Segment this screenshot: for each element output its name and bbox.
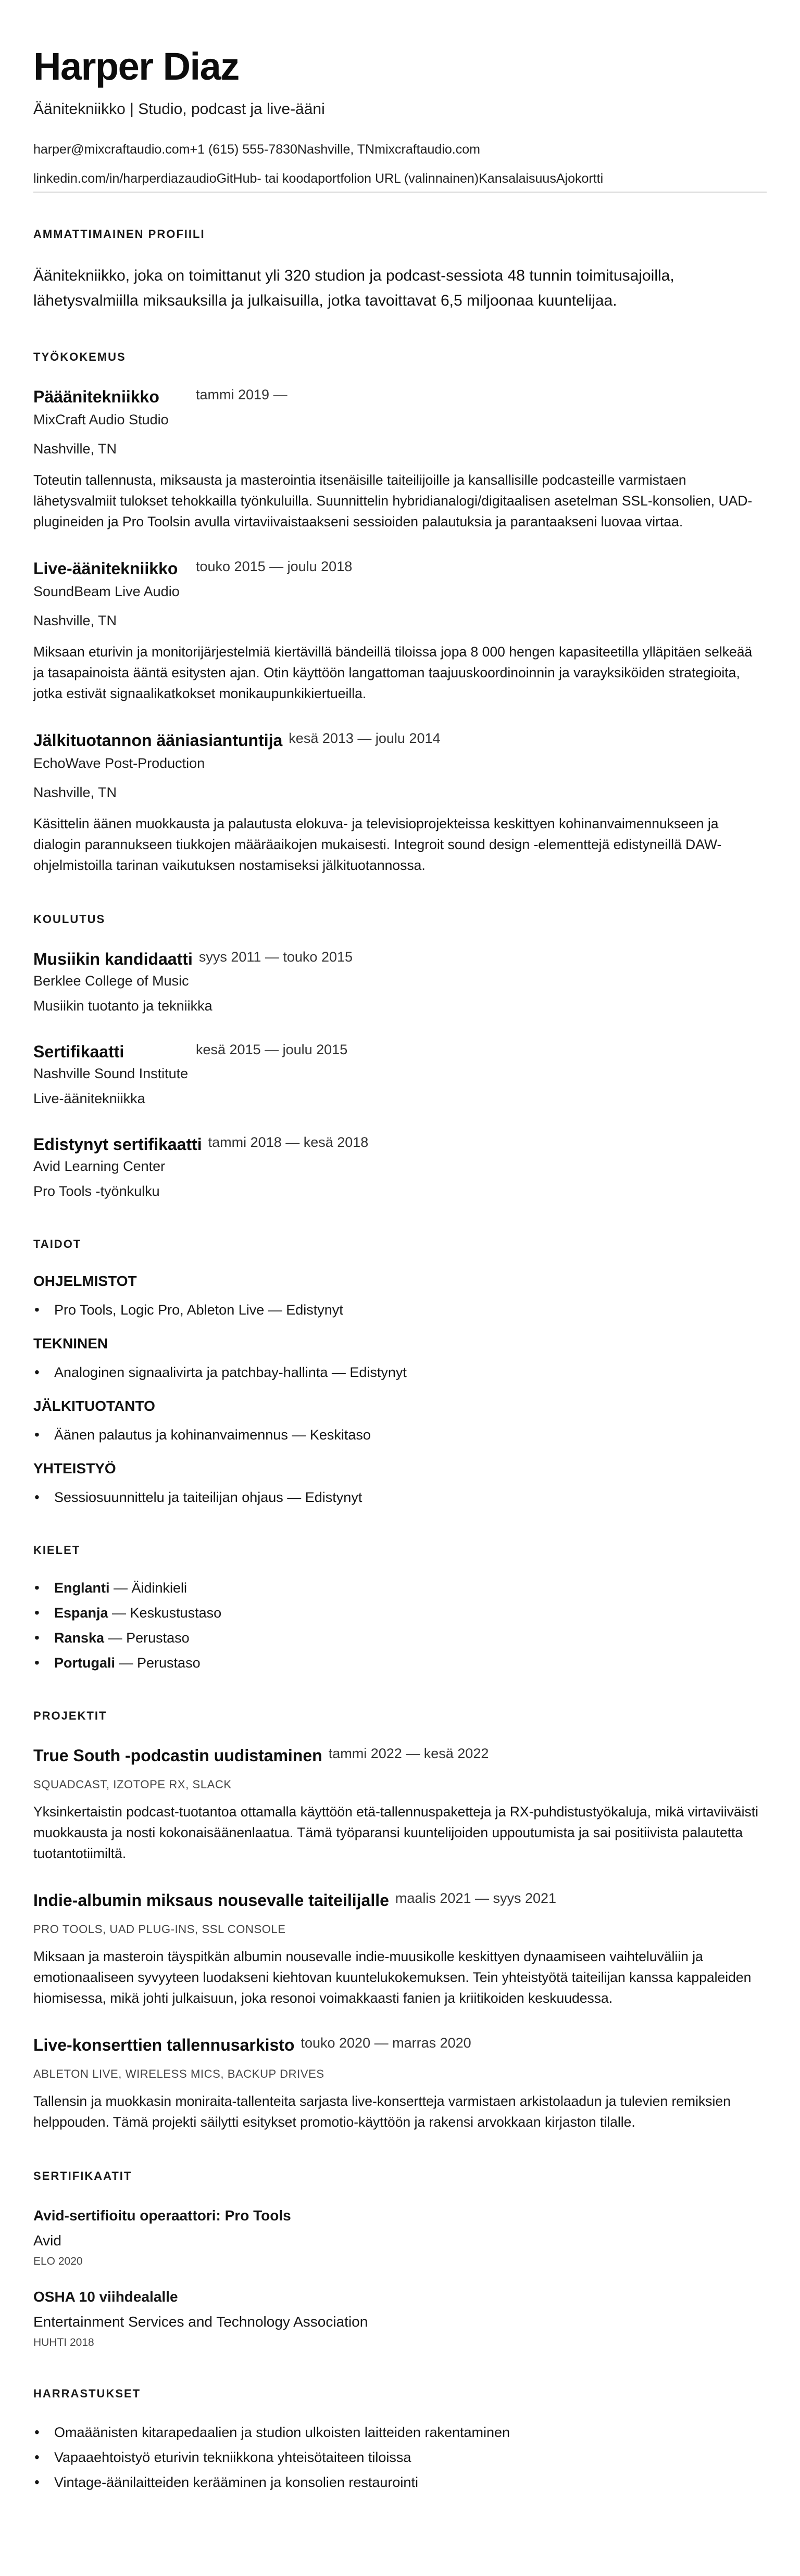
language-name: Ranska	[54, 1630, 105, 1646]
institution: Berklee College of Music	[33, 973, 189, 989]
language-level: — Perustaso	[115, 1655, 201, 1671]
education-entry	[33, 949, 767, 1015]
certification-name: OSHA 10 viihdealalle	[33, 2289, 178, 2305]
job-dates: touko 2015 — joulu 2018	[196, 559, 353, 574]
linkedin-link[interactable]: linkedin.com/in/harperdiazaudio	[33, 171, 217, 186]
skill-list	[33, 1300, 767, 1319]
candidate-name: Harper Diaz	[33, 45, 239, 88]
project-name: True South -podcastin uudistaminen	[33, 1746, 322, 1765]
language-list	[33, 1579, 767, 1672]
project-dates: maalis 2021 — syys 2021	[395, 1890, 557, 1906]
skill-group	[33, 1272, 767, 1319]
skill-item: • Sessiosuunnittelu ja taiteilijan ohjaus — Edistynyt	[33, 1488, 767, 1507]
education-section	[33, 912, 767, 1201]
language-level: — Keskustustaso	[108, 1605, 222, 1621]
section-title: KIELET	[33, 1544, 81, 1557]
skill-list	[33, 1425, 767, 1444]
certifications-section	[33, 2169, 767, 2350]
section-title: PROJEKTIT	[33, 1709, 107, 1722]
drivers-license: Ajokortti	[556, 171, 604, 186]
headline: Äänitekniikko | Studio, podcast ja live-ääni	[33, 100, 325, 118]
skill-list	[33, 1363, 767, 1382]
entry-header	[33, 730, 767, 751]
certification-entry	[33, 2206, 767, 2269]
education-dates: tammi 2018 — kesä 2018	[208, 1134, 369, 1150]
entry-header	[33, 558, 767, 579]
skill-list	[33, 1488, 767, 1507]
project-description: Miksaan ja masteroin täyspitkän albumin nousevalle indie-muusikolle keskittyen dynaamiseen vaihteluväliin ja emotionaaliseen syvyyteen luodakseni kiehtovan kuuntelukokemuksen. Tein yhteistyötä taiteilijan kanssa kappaleiden hiomisessa, mikä johti julkaisuun, joka resonoi voimakkaasti fanien ja kriitikoiden keskuudessa.	[33, 1949, 752, 2006]
website-link[interactable]: mixcraftaudio.com	[374, 142, 480, 157]
project-entry	[33, 2035, 767, 2132]
company: EchoWave Post-Production	[33, 755, 205, 771]
project-name: Indie-albumin miksaus nousevalle taiteilijalle	[33, 1891, 389, 1910]
section-title: TAIDOT	[33, 1238, 82, 1251]
degree: Edistynyt sertifikaatti	[33, 1135, 202, 1154]
language-item	[33, 1603, 767, 1622]
entry-header	[33, 1890, 767, 1911]
project-tech: PRO TOOLS, UAD PLUG-INS, SSL CONSOLE	[33, 1923, 286, 1936]
skill-group	[33, 1460, 767, 1507]
project-dates: touko 2020 — marras 2020	[301, 2035, 471, 2051]
certification-issuer: Entertainment Services and Technology Association	[33, 2314, 368, 2330]
projects-section	[33, 1709, 767, 2132]
languages-section	[33, 1543, 767, 1672]
institution: Nashville Sound Institute	[33, 1066, 189, 1081]
profile-section	[33, 227, 767, 313]
certification-issuer: Avid	[33, 2232, 61, 2249]
project-name: Live-konserttien tallennusarkisto	[33, 2036, 295, 2054]
job-title: Jälkituotannon ääniasiantuntija	[33, 731, 283, 750]
job-description: Toteutin tallennusta, miksausta ja masterointia itsenäisille taiteilijoille ja kansallisille podcasteille varmistaen lähetysvalmiit tulokset tehokkailla työnkuluilla. Suunnittelin hybridianalogi/digitaalisen asetelman SSL-konsolien, UAD-plugineiden ja Pro Toolsin avulla virtaviivaistaakseni sessioiden palautuksia ja parantaakseni luovaa virtaa.	[33, 472, 753, 529]
certification-name: Avid-sertifioitu operaattori: Pro Tools	[33, 2207, 291, 2224]
entry-header	[33, 2035, 767, 2055]
language-name: Englanti	[54, 1580, 110, 1596]
job-title: Pääänitekniikko	[33, 387, 159, 406]
education-dates: syys 2011 — touko 2015	[198, 949, 353, 965]
project-entry	[33, 1890, 767, 2009]
resume-header	[33, 46, 767, 193]
hobby-list	[33, 2423, 767, 2492]
location: Nashville, TN	[297, 142, 375, 157]
github-placeholder: GitHub- tai koodaportfolion URL (valinnainen)	[216, 171, 479, 186]
section-title: KOULUTUS	[33, 913, 106, 926]
entry-header	[33, 1134, 767, 1155]
experience-entry	[33, 558, 767, 704]
skill-category: YHTEISTYÖ	[33, 1460, 116, 1476]
phone: +1 (615) 555-7830	[190, 142, 297, 157]
contact-line	[33, 141, 767, 158]
degree: Musiikin kandidaatti	[33, 950, 193, 968]
section-title: SERTIFIKAATIT	[33, 2169, 132, 2182]
language-name: Espanja	[54, 1605, 108, 1621]
entry-header	[33, 949, 767, 969]
entry-header	[33, 1745, 767, 1766]
project-description: Yksinkertaistin podcast-tuotantoa ottamalla käyttöön etä-tallennuspaketteja ja RX-puhdistustyökaluja, mikä virtaviiväisti muokkausta ja nosti kokonaisäänenlaatua. Tämä työparansi kuuntelijoiden uppoutumista ja sai positiivista palautetta tuotantotiimiltä.	[33, 1804, 758, 1861]
language-name: Portugali	[54, 1655, 116, 1671]
skill-item: • Analoginen signaalivirta ja patchbay-hallinta — Edistynyt	[33, 1363, 767, 1382]
email-link[interactable]: harper@mixcraftaudio.com	[33, 142, 190, 157]
job-title: Live-äänitekniikko	[33, 559, 178, 578]
degree: Sertifikaatti	[33, 1042, 124, 1061]
skill-category: OHJELMISTOT	[33, 1273, 137, 1289]
certification-date: HUHTI 2018	[33, 2337, 94, 2348]
hobby-item: • Omaäänisten kitarapedaalien ja studion ulkoisten laitteiden rakentaminen	[33, 2423, 767, 2442]
company: MixCraft Audio Studio	[33, 412, 169, 427]
language-item	[33, 1653, 767, 1672]
skill-group	[33, 1397, 767, 1444]
section-title: TYÖKOKEMUS	[33, 350, 126, 363]
job-description: Käsittelin äänen muokkausta ja palautusta elokuva- ja televisioprojekteissa keskittyen kohinanvaimennukseen ja dialogin parannukseen tiukkojen määräaikojen mukaisesti. Integroit sound design -elementtejä edistyneillä DAW-ohjelmistoilla tarinan vaikutuksen nostamiseksi jälkituotannossa.	[33, 816, 722, 873]
job-dates: kesä 2013 — joulu 2014	[289, 730, 441, 746]
project-tech: SQUADCAST, IZOTOPE RX, SLACK	[33, 1778, 232, 1791]
field-of-study: Live-äänitekniikka	[33, 1091, 145, 1106]
hobby-item: • Vapaaehtoistyö eturivin tekniikkona yhteisötaiteen tiloissa	[33, 2448, 767, 2467]
hobbies-section	[33, 2386, 767, 2492]
experience-section	[33, 350, 767, 876]
field-of-study: Musiikin tuotanto ja tekniikka	[33, 998, 213, 1014]
certification-date: ELO 2020	[33, 2255, 83, 2267]
skills-section	[33, 1237, 767, 1507]
skill-item: • Pro Tools, Logic Pro, Ableton Live — Edistynyt	[33, 1300, 767, 1319]
language-level: — Äidinkieli	[109, 1580, 188, 1596]
section-title: AMMATTIMAINEN PROFIILI	[33, 228, 205, 241]
skill-item: • Äänen palautus ja kohinanvaimennus — Keskitaso	[33, 1425, 767, 1444]
citizenship: Kansalaisuus	[479, 171, 556, 186]
experience-entry	[33, 730, 767, 876]
job-location: Nashville, TN	[33, 441, 117, 457]
job-location: Nashville, TN	[33, 613, 117, 628]
language-item	[33, 1579, 767, 1597]
education-entry	[33, 1041, 767, 1108]
language-level: — Perustaso	[104, 1630, 190, 1646]
project-dates: tammi 2022 — kesä 2022	[328, 1746, 489, 1761]
project-tech: ABLETON LIVE, WIRELESS MICS, BACKUP DRIVES	[33, 2067, 324, 2080]
job-dates: tammi 2019 —	[196, 387, 288, 402]
skill-category: JÄLKITUOTANTO	[33, 1398, 155, 1414]
education-dates: kesä 2015 — joulu 2015	[196, 1042, 348, 1057]
language-item	[33, 1628, 767, 1647]
hobby-item: • Vintage-äänilaitteiden kerääminen ja konsolien restaurointi	[33, 2473, 767, 2492]
company: SoundBeam Live Audio	[33, 584, 180, 599]
skill-category: TEKNINEN	[33, 1335, 108, 1352]
skill-group	[33, 1335, 767, 1382]
section-title: HARRASTUKSET	[33, 2387, 141, 2400]
entry-header	[33, 386, 767, 407]
field-of-study: Pro Tools -työnkulku	[33, 1183, 160, 1199]
institution: Avid Learning Center	[33, 1158, 166, 1174]
education-entry	[33, 1134, 767, 1201]
contact-line-2	[33, 170, 767, 193]
job-description: Miksaan eturivin ja monitorijärjestelmiä kiertävillä bändeillä tiloissa jopa 8 000 hengen kapasiteetilla ylläpitäen selkeää ja tasapainoista ääntä esitysten ajan. Otin käyttöön langattoman taajuuskoordinoinnin ja varayksiköiden strategioita, jotka estivät signaalikatkokset monikaupunkikiertueilla.	[33, 644, 753, 701]
project-description: Tallensin ja muokkasin moniraita-tallenteita sarjasta live-konsertteja varmistaen arkistolaadun ja tulevien remiksien helppouden. Tämä projekti säilytti esitykset promotio-käyttöön ja rakensi arvokkaan kirjaston tilalle.	[33, 2093, 731, 2130]
experience-entry	[33, 386, 767, 532]
project-entry	[33, 1745, 767, 1864]
certification-entry	[33, 2288, 767, 2350]
profile-text: Äänitekniikko, joka on toimittanut yli 320 studion ja podcast-sessiota 48 tunnin toimitusajoilla, lähetysvalmiilla miksauksilla ja julkaisuilla, jotka tavoittavat 6,5 miljoonaa kuuntelijaa.	[33, 267, 674, 309]
entry-header	[33, 1041, 767, 1062]
job-location: Nashville, TN	[33, 785, 117, 800]
